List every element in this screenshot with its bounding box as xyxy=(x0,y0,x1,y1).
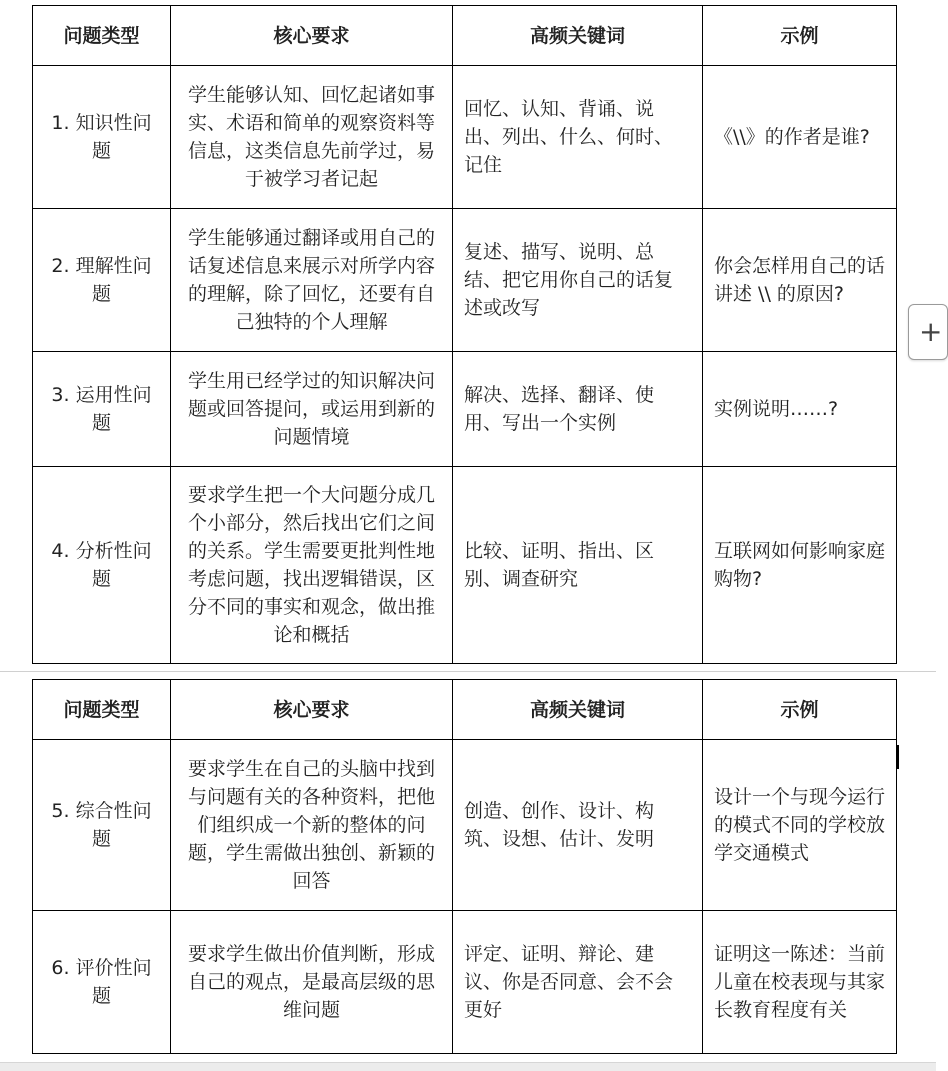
header-example: 示例 xyxy=(703,6,897,66)
bottom-page-edge xyxy=(0,1062,936,1071)
table-row xyxy=(33,740,897,911)
header-question-type: 问题类型 xyxy=(33,6,171,66)
row-question-type[interactable]: 4. 分析性问题 xyxy=(33,467,171,664)
header-example: 示例 xyxy=(703,680,897,740)
row-example[interactable]: 设计一个与现今运行的模式不同的学校放学交通模式 xyxy=(703,740,897,911)
row-core-requirement[interactable]: 要求学生在自己的头脑中找到与问题有关的各种资料，把他们组织成一个新的整体的问题，学生需做出独创、新颖的回答 xyxy=(171,740,453,911)
header-keywords: 高频关键词 xyxy=(453,680,703,740)
table-header-row xyxy=(33,6,897,66)
question-types-table-page-1 xyxy=(32,5,897,664)
row-example[interactable]: 《\\》的作者是谁? xyxy=(703,66,897,209)
row-keywords[interactable]: 评定、证明、辩论、建议、你是否同意、会不会更好 xyxy=(453,911,703,1054)
row-question-type[interactable]: 1. 知识性问题 xyxy=(33,66,171,209)
add-content-button[interactable] xyxy=(908,304,948,360)
row-question-type[interactable]: 6. 评价性问题 xyxy=(33,911,171,1054)
row-question-type[interactable]: 3. 运用性问题 xyxy=(33,352,171,467)
header-core-requirement: 核心要求 xyxy=(171,680,453,740)
row-keywords[interactable]: 比较、证明、指出、区别、调查研究 xyxy=(453,467,703,664)
row-core-requirement[interactable]: 学生用已经学过的知识解决问题或回答提问，或运用到新的问题情境 xyxy=(171,352,453,467)
header-keywords: 高频关键词 xyxy=(453,6,703,66)
row-keywords[interactable]: 复述、描写、说明、总结、把它用你自己的话复述或改写 xyxy=(453,209,703,352)
table-row xyxy=(33,467,897,664)
page-break-divider xyxy=(0,671,936,672)
table-row xyxy=(33,209,897,352)
row-question-type[interactable]: 5. 综合性问题 xyxy=(33,740,171,911)
row-core-requirement[interactable]: 学生能够认知、回忆起诸如事实、术语和简单的观察资料等信息，这类信息先前学过，易于被学习者记起 xyxy=(171,66,453,209)
row-example[interactable]: 互联网如何影响家庭购物? xyxy=(703,467,897,664)
table-row xyxy=(33,352,897,467)
row-core-requirement[interactable]: 要求学生把一个大问题分成几个小部分，然后找出它们之间的关系。学生需要更批判性地考虑问题，找出逻辑错误，区分不同的事实和观念，做出推论和概括 xyxy=(171,467,453,664)
table-row xyxy=(33,66,897,209)
header-core-requirement: 核心要求 xyxy=(171,6,453,66)
row-keywords[interactable]: 解决、选择、翻译、使用、写出一个实例 xyxy=(453,352,703,467)
row-keywords[interactable]: 创造、创作、设计、构筑、设想、估计、发明 xyxy=(453,740,703,911)
table-header-row xyxy=(33,680,897,740)
row-keywords[interactable]: 回忆、认知、背诵、说出、列出、什么、何时、记住 xyxy=(453,66,703,209)
row-example[interactable]: 你会怎样用自己的话讲述 \\ 的原因? xyxy=(703,209,897,352)
row-question-type[interactable]: 2. 理解性问题 xyxy=(33,209,171,352)
row-core-requirement[interactable]: 学生能够通过翻译或用自己的话复述信息来展示对所学内容的理解，除了回忆，还要有自己独特的个人理解 xyxy=(171,209,453,352)
row-core-requirement[interactable]: 要求学生做出价值判断，形成自己的观点，是最高层级的思维问题 xyxy=(171,911,453,1054)
text-cursor xyxy=(897,745,899,769)
question-types-table-page-2 xyxy=(32,679,897,1054)
plus-icon: + xyxy=(919,315,943,348)
row-example[interactable]: 实例说明……? xyxy=(703,352,897,467)
table-row xyxy=(33,911,897,1054)
header-question-type: 问题类型 xyxy=(33,680,171,740)
row-example[interactable]: 证明这一陈述：当前儿童在校表现与其家长教育程度有关 xyxy=(703,911,897,1054)
